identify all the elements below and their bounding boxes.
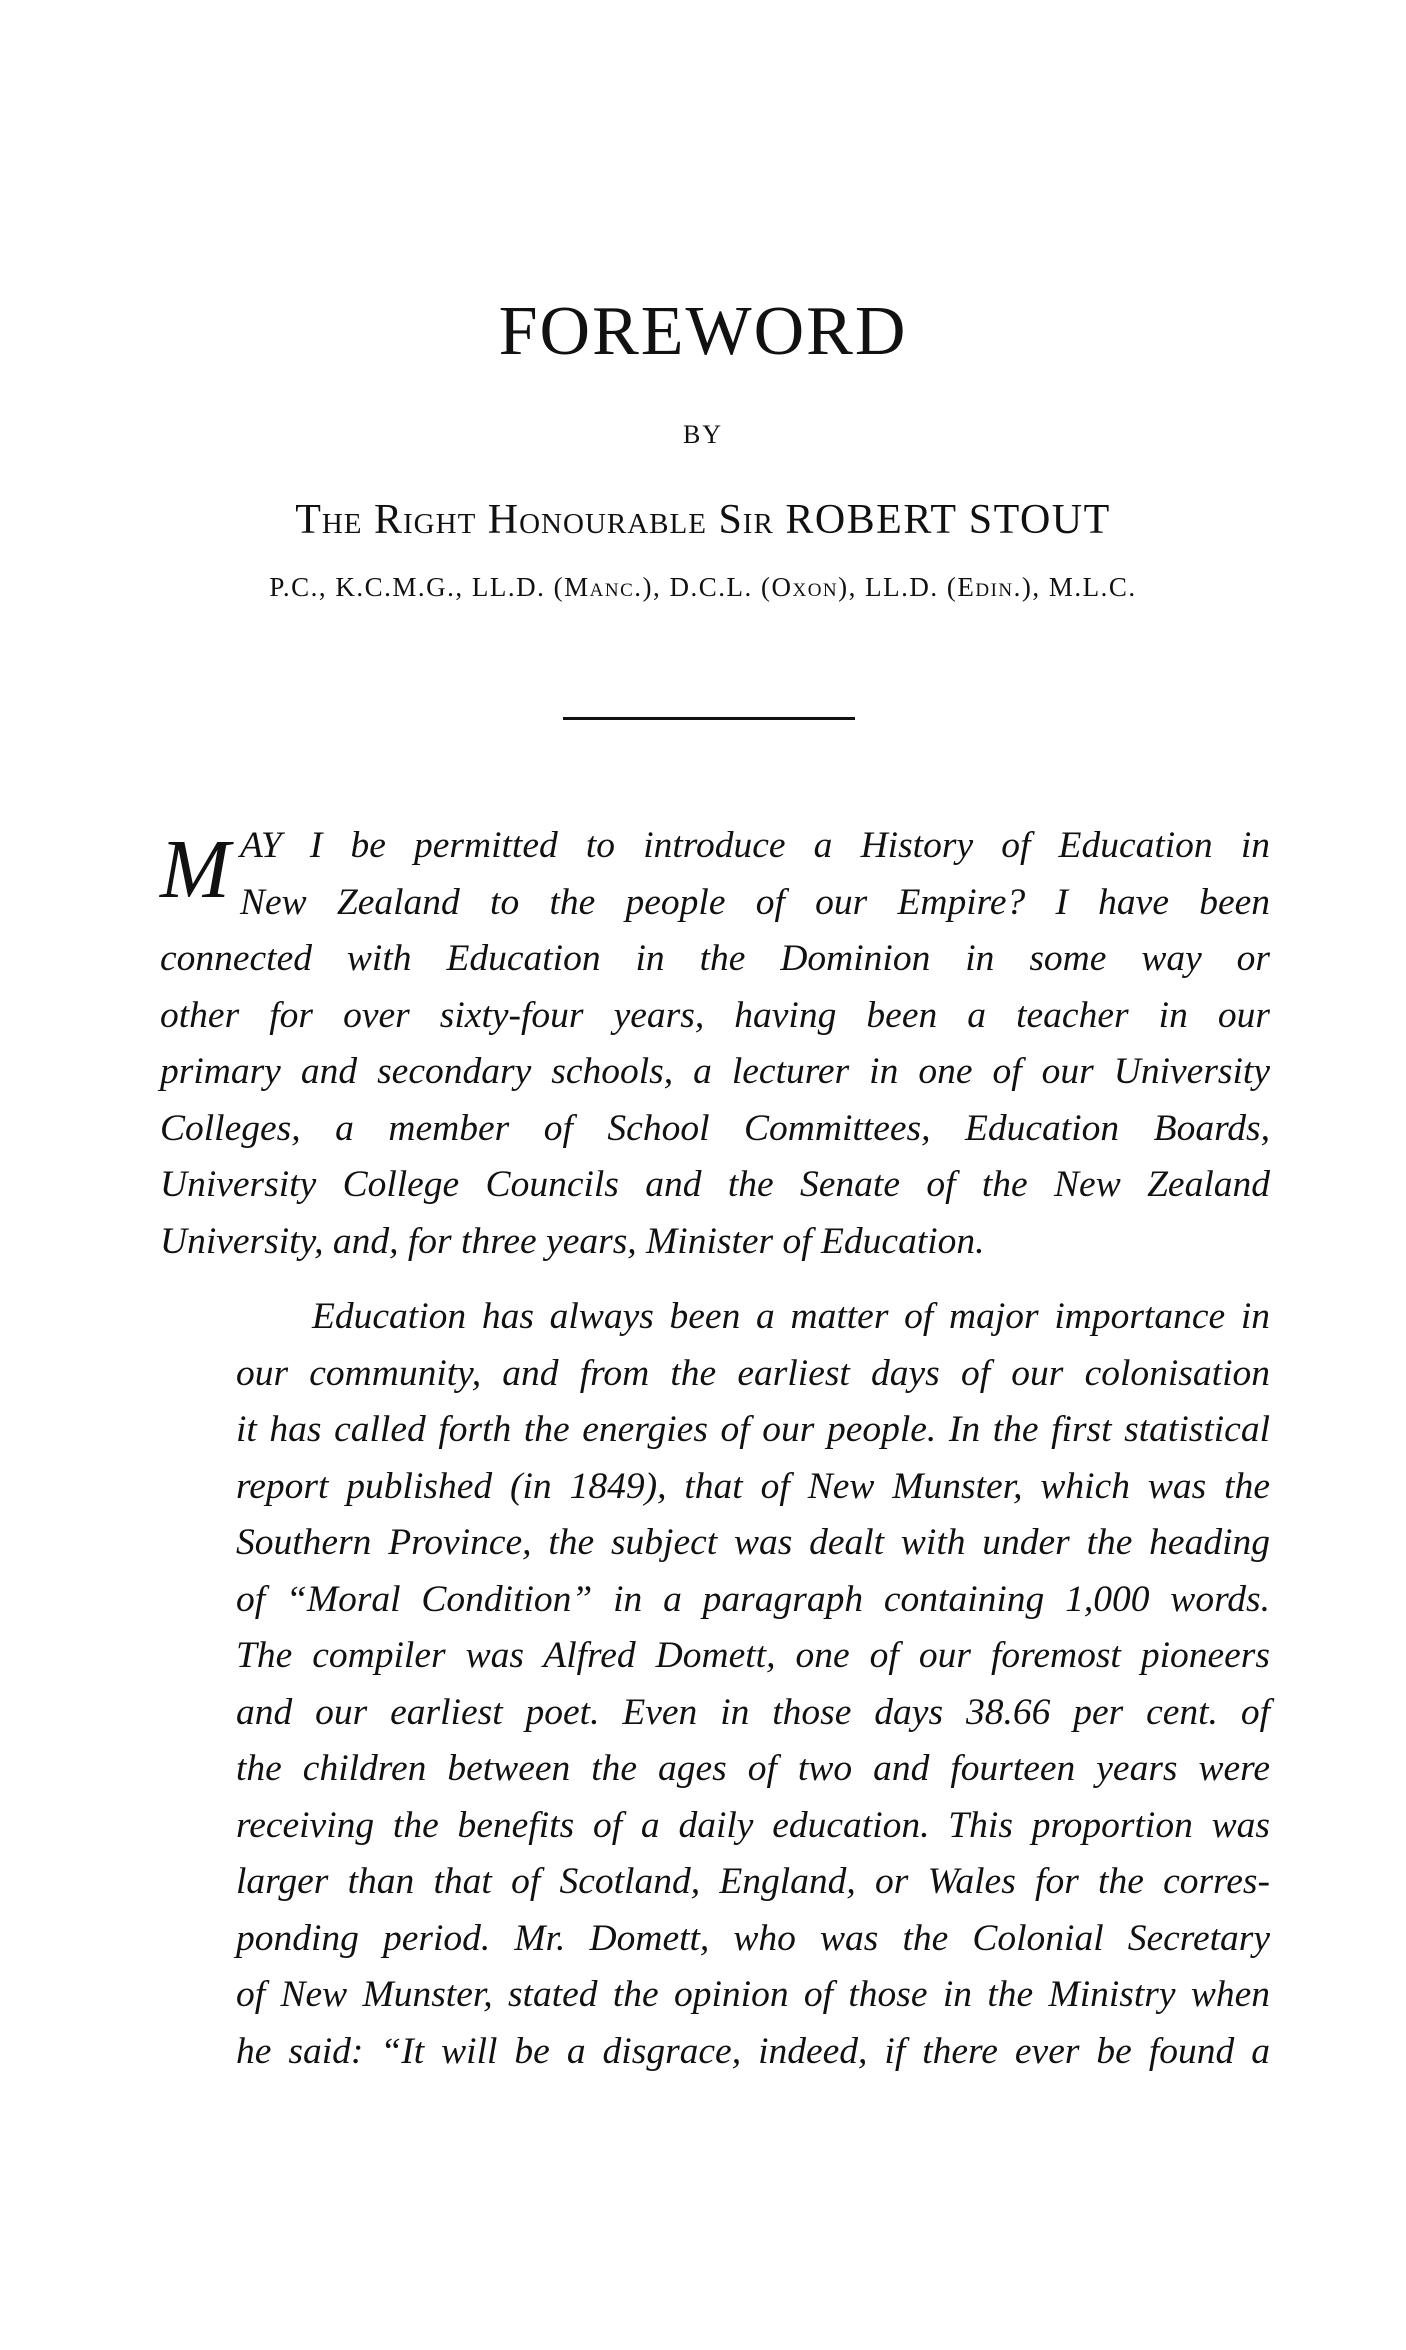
paragraph-line: he said: “It will be a disgrace, indeed, if there ever be found a [236, 2030, 1270, 2072]
paragraph-line: larger than that of Scotland, England, or Wales for the corres- [236, 1861, 1270, 1902]
paragraph-line: our community, and from the earliest days of our colonisation [236, 1352, 1270, 1394]
paragraph-line: ponding period. Mr. Domett, who was the Colonial Secretary [236, 1917, 1270, 1959]
paragraph-line: Education has always been a matter of major importance in [312, 1296, 1270, 1337]
paragraph-line: of “Moral Condition” in a paragraph containing 1,000 words. [236, 1578, 1270, 1620]
paragraph-line: report published (in 1849), that of New Munster, which was the [236, 1465, 1270, 1507]
paragraph-line: other for over sixty-four years, having been a teacher in our [160, 994, 1270, 1036]
paragraph-line: the children between the ages of two and fourteen years were [236, 1748, 1270, 1789]
author-surname: ROBERT STOUT [785, 497, 1111, 543]
paragraph-2 [160, 1289, 1270, 2080]
paragraph-line: it has called forth the energies of our people. In the first statistical [236, 1409, 1270, 1450]
paragraph-line: connected with Education in the Dominion in some way or [160, 938, 1270, 979]
paragraph-line: receiving the benefits of a daily education. This proportion was [236, 1804, 1270, 1846]
paragraph-line: Colleges, a member of School Committees, Education Boards, [160, 1107, 1270, 1149]
paragraph-line: University College Councils and the Senate of the New Zealand [160, 1164, 1270, 1205]
author-credentials: P.C., K.C.M.G., LL.D. (Manc.), D.C.L. (Oxon), LL.D. (Edin.), M.L.C. [269, 572, 1137, 602]
paragraph-line: of New Munster, stated the opinion of those in the Ministry when [236, 1974, 1270, 2015]
author-title: The Right Honourable Sir [295, 497, 774, 543]
body-text [160, 818, 1270, 2080]
drop-cap: M [160, 823, 230, 916]
page-title: FOREWORD [498, 293, 908, 370]
paragraph-line: primary and secondary schools, a lecturer in one of our University [160, 1051, 1270, 1092]
author-name [0, 496, 1406, 544]
by-line: BY [682, 420, 724, 449]
paragraph-line: and our earliest poet. Even in those days 38.66 per cent. of [236, 1691, 1270, 1733]
paragraph-line: Southern Province, the subject was dealt with under the heading [236, 1522, 1270, 1563]
paragraph-1 [160, 818, 1270, 1270]
line-text: I be permitted to introduce a History of Education in [309, 825, 1271, 866]
paragraph-line: University, and, for three years, Minister of Education. [160, 1220, 985, 1262]
paragraph-line: New Zealand to the people of our Empire? I have been [239, 881, 1270, 923]
paragraph-line [160, 818, 1270, 875]
paragraph-line: The compiler was Alfred Domett, one of our foremost pioneers [236, 1635, 1270, 1676]
section-divider [563, 717, 855, 720]
first-word-rest: AY [239, 825, 282, 866]
